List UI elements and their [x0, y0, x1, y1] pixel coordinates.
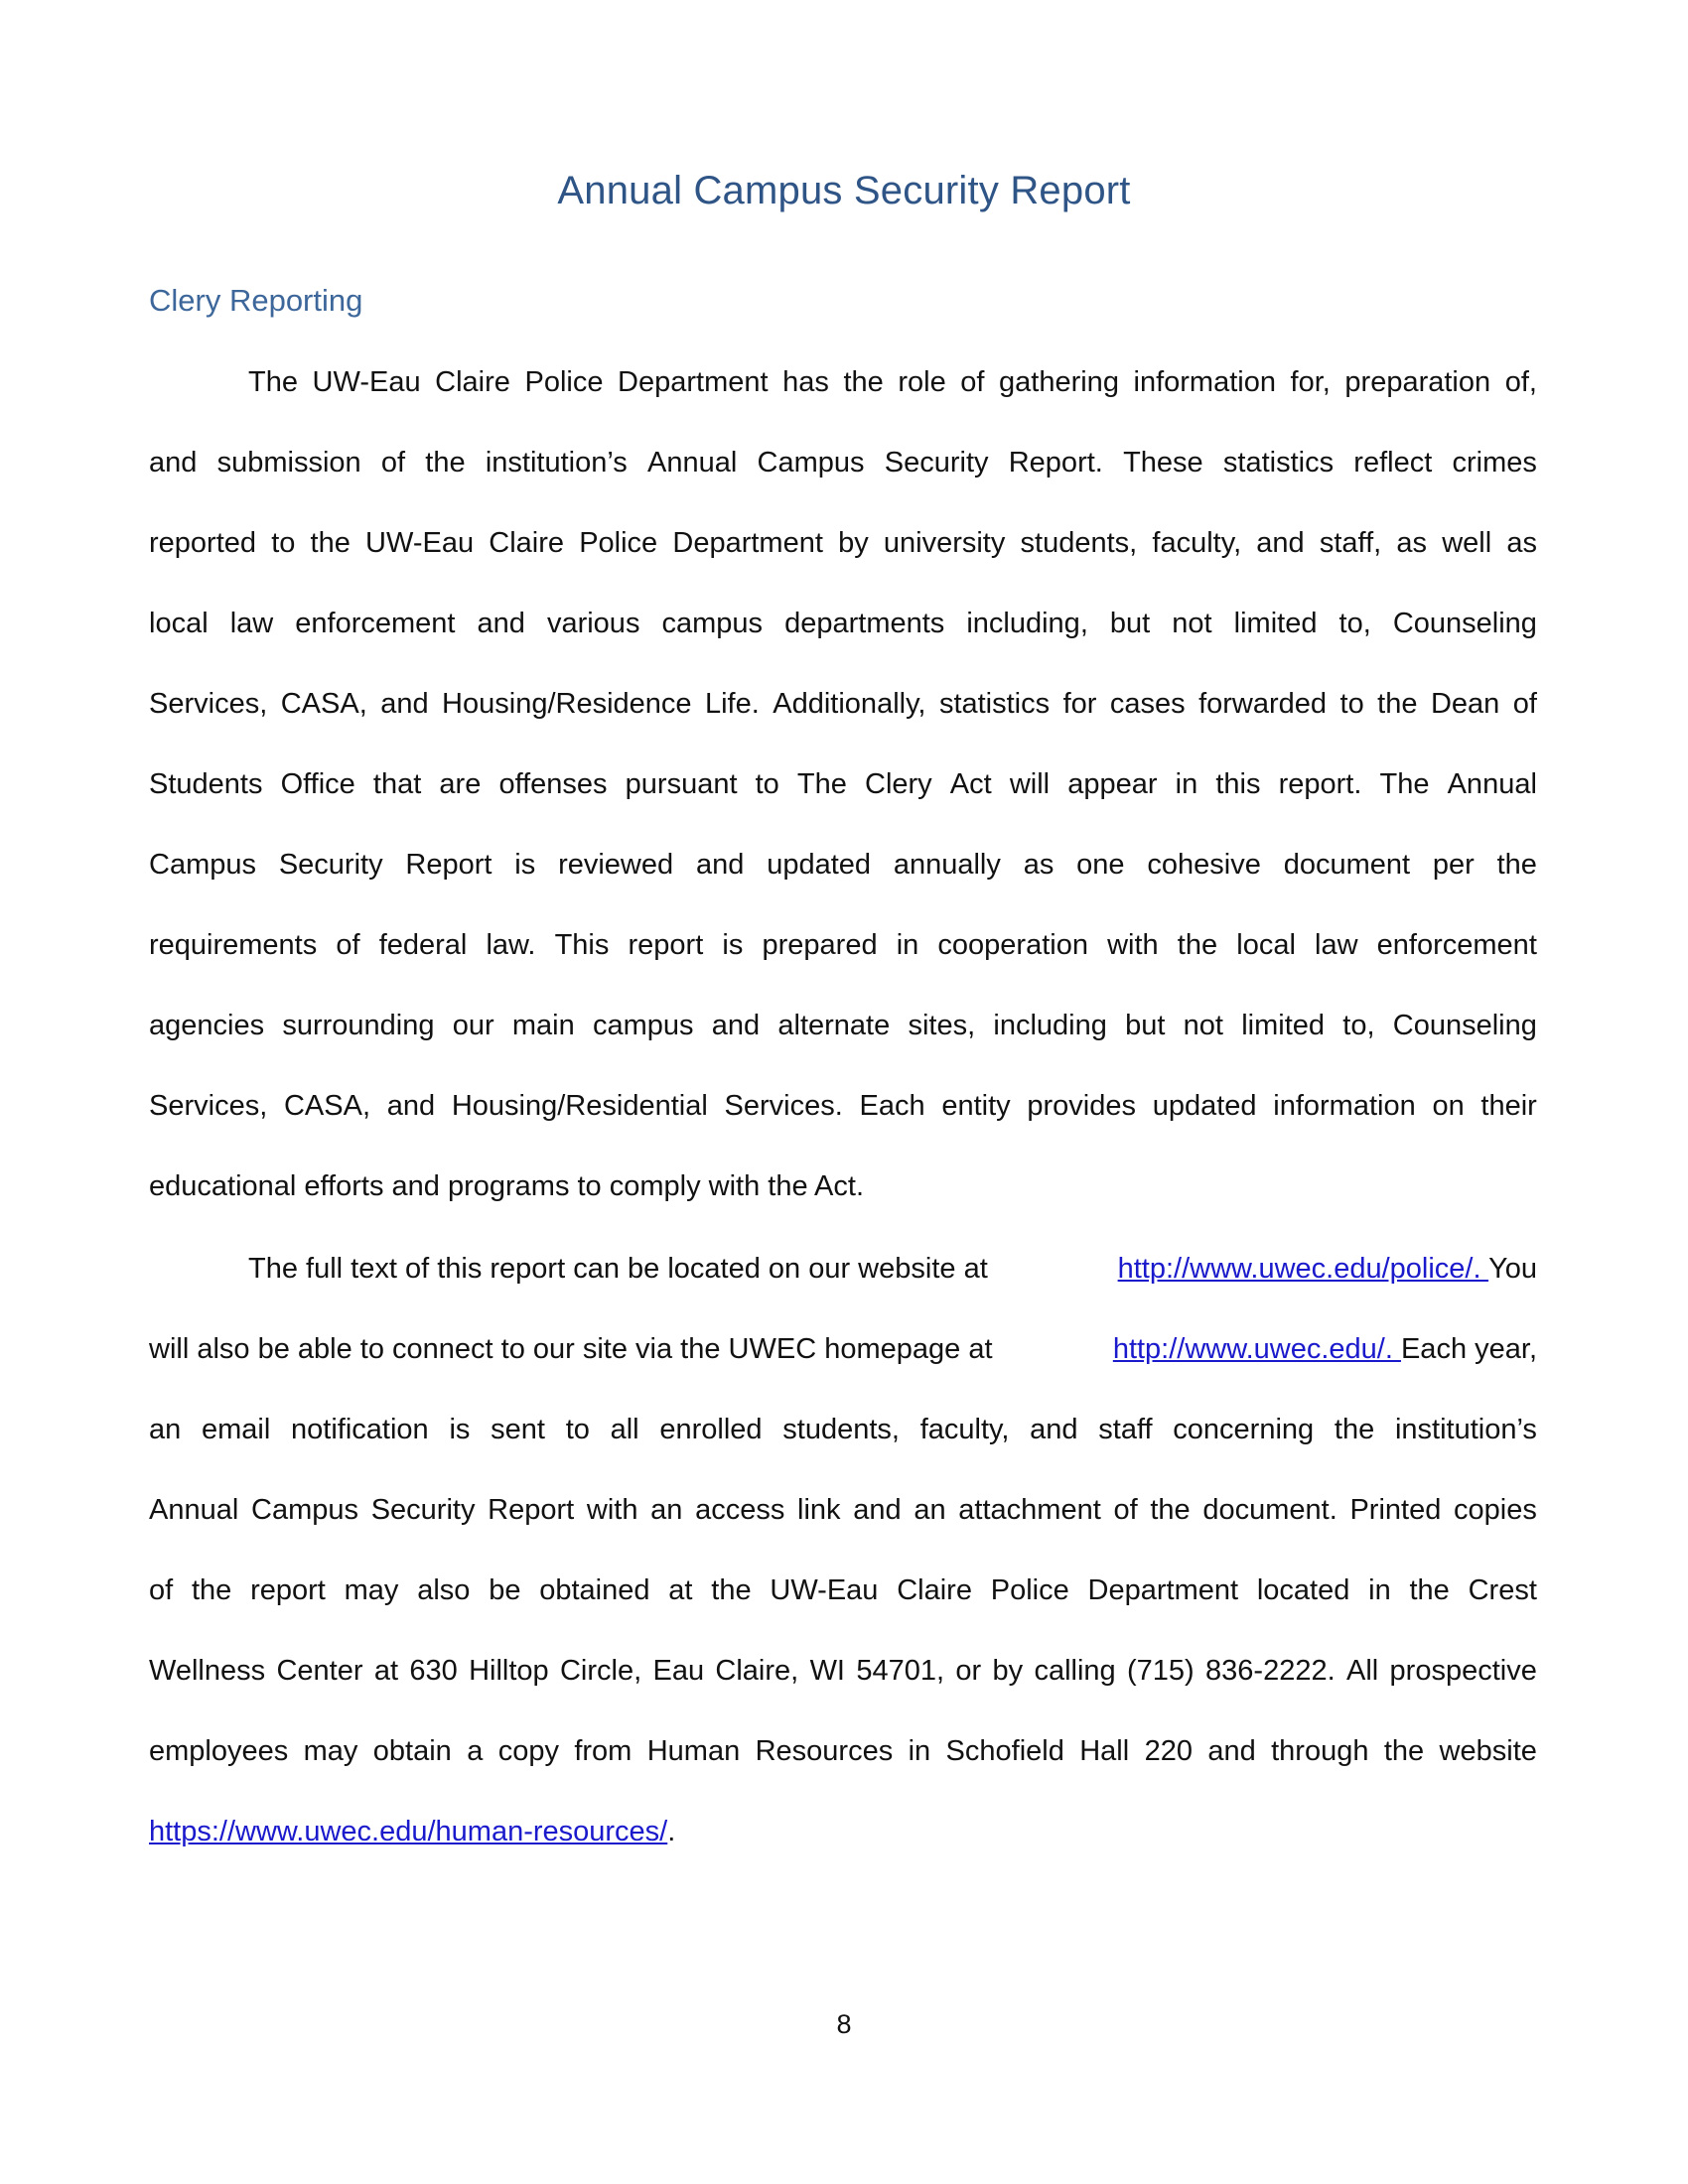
paragraph-line: Campus Security Report is reviewed and updated annually as one cohesive document per the [149, 849, 1537, 881]
text-segment: The full text of this report can be located on our website at [248, 1253, 988, 1285]
paragraph-line: Services, CASA, and Housing/Residential Services. Each entity provides updated information on their [149, 1090, 1537, 1122]
page-number: 8 [836, 2009, 852, 2039]
paragraph-line [149, 1814, 1537, 1849]
uwec-homepage-link[interactable]: http://www.uwec.edu/. [1112, 1333, 1401, 1365]
paragraph-line: and submission of the institution’s Annual Campus Security Report. These statistics reflect crimes [149, 447, 1537, 478]
paragraph-line: agencies surrounding our main campus and alternate sites, including but not limited to, Counseling [149, 1010, 1537, 1041]
text-segment: . [667, 1816, 676, 1847]
paragraph-line: requirements of federal law. This report is prepared in cooperation with the local law enforcement [149, 929, 1537, 961]
paragraph-line: Services, CASA, and Housing/Residence Life. Additionally, statistics for cases forwarded to the Dean of [149, 688, 1537, 720]
text-segment: You [1488, 1253, 1537, 1285]
section-heading: Clery Reporting [149, 283, 363, 318]
paragraph-line: Wellness Center at 630 Hilltop Circle, Eau Claire, WI 54701, or by calling (715) 836-2222. All prospective [149, 1655, 1537, 1687]
text-segment: Each year, [1400, 1333, 1537, 1365]
paragraph-line: employees may obtain a copy from Human Resources in Schofield Hall 220 and through the website [149, 1735, 1537, 1767]
paragraph-line: local law enforcement and various campus departments including, but not limited to, Counseling [149, 608, 1537, 639]
paragraph-line: of the report may also be obtained at the UW-Eau Claire Police Department located in the Crest [149, 1574, 1537, 1606]
text-segment: will also be able to connect to our site via the UWEC homepage at [149, 1333, 993, 1365]
paragraph-line: reported to the UW-Eau Claire Police Department by university students, faculty, and staff, as well as [149, 527, 1537, 559]
paragraph-line: Students Office that are offenses pursuant to The Clery Act will appear in this report. The Annual [149, 768, 1537, 800]
human-resources-link[interactable]: https://www.uwec.edu/human-resources/ [149, 1816, 668, 1847]
paragraph-line: The UW-Eau Claire Police Department has the role of gathering information for, preparation of, [248, 366, 1537, 398]
paragraph-line [248, 1251, 1537, 1287]
paragraph-line [149, 1331, 1537, 1367]
paragraph-line: Annual Campus Security Report with an access link and an attachment of the document. Printed copies [149, 1494, 1537, 1526]
page-title: Annual Campus Security Report [557, 169, 1131, 212]
paragraph-line: educational efforts and programs to comply with the Act. [149, 1170, 865, 1202]
police-website-link[interactable]: http://www.uwec.edu/police/. [1117, 1253, 1489, 1285]
paragraph-line: an email notification is sent to all enrolled students, faculty, and staff concerning the institution’s [149, 1414, 1537, 1445]
